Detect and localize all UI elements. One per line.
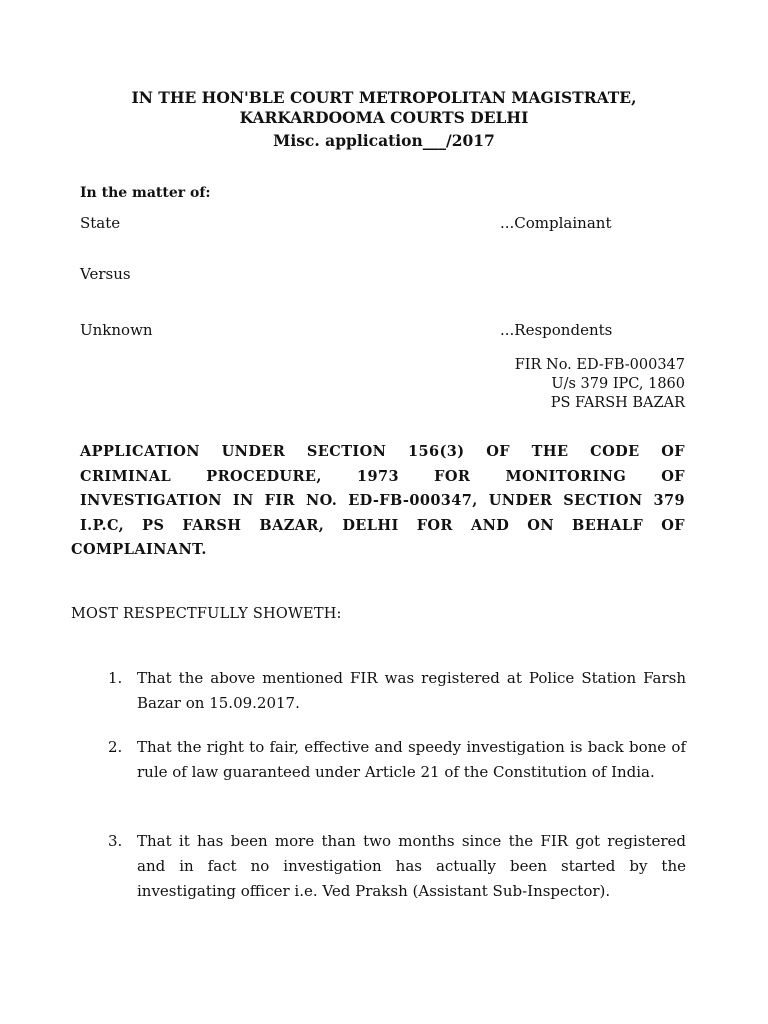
application-title-line-1: APPLICATION UNDER SECTION 156(3) OF THE CODE OF	[80, 443, 685, 460]
paragraph-2	[108, 735, 686, 785]
party-state: State	[80, 214, 121, 232]
court-heading	[0, 88, 768, 128]
fir-number: FIR No. ED-FB-000347	[514, 357, 685, 373]
court-heading-line-1: IN THE HON'BLE COURT METROPOLITAN MAGISTRATE,	[131, 88, 637, 107]
paragraph-text: That it has been more than two months since the FIR got registered and in fact no investigation has actually been started by the investigating officer i.e. Ved Praksh (Assistant Sub-Inspector).	[137, 832, 686, 900]
versus-label: Versus	[80, 265, 131, 283]
paragraph-text: That the right to fair, effective and speedy investigation is back bone of rule of law guaranteed under Article 21 of the Constitution of India.	[137, 738, 686, 781]
showeth-heading: MOST RESPECTFULLY SHOWETH:	[71, 606, 342, 622]
application-title-line-5: COMPLAINANT.	[71, 541, 207, 558]
application-title-line-4: I.P.C, PS FARSH BAZAR, DELHI FOR AND ON BEHALF OF	[80, 516, 685, 534]
misc-application-number: Misc. application___/2017	[273, 131, 495, 150]
application-title-line-3: INVESTIGATION IN FIR NO. ED-FB-000347, UNDER SECTION 379	[80, 492, 685, 509]
fir-details	[515, 356, 685, 413]
paragraph-3	[108, 829, 686, 904]
court-heading-line-2: KARKARDOOMA COURTS DELHI	[239, 108, 529, 127]
paragraph-text: That the above mentioned FIR was registered at Police Station Farsh Bazar on 15.09.2017.	[137, 669, 686, 712]
paragraph-number: 1.	[108, 669, 123, 687]
party-unknown: Unknown	[80, 321, 153, 339]
party-complainant-role: ...Complainant	[500, 214, 612, 232]
application-title	[71, 440, 685, 563]
paragraph-number: 3.	[108, 832, 123, 850]
application-title-line-2: CRIMINAL PROCEDURE, 1973 FOR MONITORING OF	[80, 467, 685, 485]
paragraph-1	[108, 666, 686, 716]
matter-label: In the matter of:	[80, 185, 211, 201]
party-respondents-role: ...Respondents	[500, 321, 613, 339]
fir-section: U/s 379 IPC, 1860	[551, 376, 685, 392]
fir-police-station: PS FARSH BAZAR	[550, 395, 685, 411]
paragraph-number: 2.	[108, 738, 123, 756]
